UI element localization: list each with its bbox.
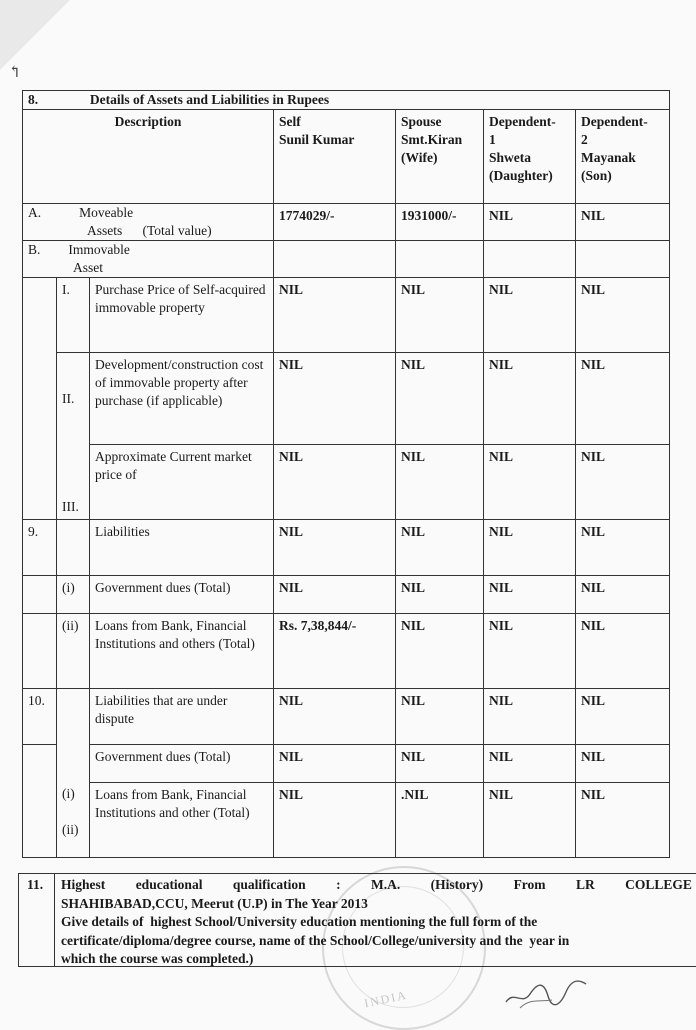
row-iii-desc: Approximate Current market price of xyxy=(90,445,274,520)
row-ii-dependent1: NIL xyxy=(484,353,576,445)
dependent2-header-line4: (Son) xyxy=(581,168,612,183)
s9-govt-sub: (i) xyxy=(57,576,90,614)
s9-loans-sub: (ii) xyxy=(57,614,90,689)
stamp-text: INDIA xyxy=(362,987,409,1011)
dependent1-header-line4: (Daughter) xyxy=(489,168,553,183)
dependent2-header xyxy=(576,110,670,204)
dependent1-header xyxy=(484,110,576,204)
section-11-block xyxy=(18,873,696,967)
liabilities-dependent1: NIL xyxy=(484,520,576,576)
row-b-desc-line2: Asset xyxy=(73,260,103,275)
s11-word: From xyxy=(513,877,546,892)
signature xyxy=(500,972,590,1012)
row-i-dependent1: NIL xyxy=(484,278,576,353)
s9-loans-dependent2: NIL xyxy=(576,614,670,689)
s9-loans-row xyxy=(23,614,670,689)
row-iii-self: NIL xyxy=(274,445,396,520)
dispute-desc: Liabilities that are under dispute xyxy=(90,689,274,745)
section-8-number: 8. xyxy=(28,92,39,107)
row-a-spouse: 1931000/- xyxy=(396,204,484,241)
s11-word: M.A. xyxy=(370,877,401,892)
row-a-desc-line2: Assets (Total value) xyxy=(87,223,212,238)
page-fold-corner xyxy=(0,0,70,70)
row-iii-roman: III. xyxy=(57,445,90,520)
s10-loans-self: NIL xyxy=(274,783,396,858)
s9-govt-spouse: NIL xyxy=(396,576,484,614)
s9-govt-self: NIL xyxy=(274,576,396,614)
row-b-desc-line1: Immovable xyxy=(68,242,130,257)
liabilities-spouse: NIL xyxy=(396,520,484,576)
section-11-line3: Give details of highest School/University education mentioning the full form of the xyxy=(61,914,538,929)
liabilities-self: NIL xyxy=(274,520,396,576)
s10-government-dues-row xyxy=(23,745,670,783)
s11-word: COLLEGE xyxy=(625,877,692,892)
spouse-header-line1: Spouse xyxy=(401,114,442,129)
s11-word: qualification xyxy=(232,877,306,892)
row-b-label: B. xyxy=(28,242,41,257)
s10-govt-spouse: NIL xyxy=(396,745,484,783)
dependent1-header-line3: Shweta xyxy=(489,150,532,165)
s10-govt-dependent2: NIL xyxy=(576,745,670,783)
section-10-number: 10. xyxy=(23,689,57,745)
s10-loans-spouse: .NIL xyxy=(396,783,484,858)
dependent2-header-line3: Mayanak xyxy=(581,150,636,165)
dependent1-header-line2: 1 xyxy=(489,132,496,147)
s11-word: LR xyxy=(575,877,595,892)
row-a-dependent1: NIL xyxy=(484,204,576,241)
liabilities-row xyxy=(23,520,670,576)
s10-sub-i: (i) xyxy=(62,786,75,801)
dispute-self: NIL xyxy=(274,689,396,745)
current-market-price-row xyxy=(23,445,670,520)
s9-government-dues-row xyxy=(23,576,670,614)
section-11-line2: SHAHIBABAD,CCU, Meerut (U.P) in The Year 2013 xyxy=(61,895,368,911)
dispute-dependent2: NIL xyxy=(576,689,670,745)
s10-loans-desc: Loans from Bank, Financial Institutions and other (Total) xyxy=(90,783,274,858)
row-ii-spouse: NIL xyxy=(396,353,484,445)
dependent2-header-line2: 2 xyxy=(581,132,588,147)
section-11-line5: which the course was completed.) xyxy=(61,951,254,966)
dispute-spouse: NIL xyxy=(396,689,484,745)
row-ii-desc: Development/construction cost of immovable property after purchase (if applicable) xyxy=(90,353,274,445)
s9-loans-spouse: NIL xyxy=(396,614,484,689)
development-cost-row xyxy=(23,353,670,445)
row-ii-dependent2: NIL xyxy=(576,353,670,445)
row-a-dependent2: NIL xyxy=(576,204,670,241)
s9-loans-self: Rs. 7,38,844/- xyxy=(274,614,396,689)
row-i-dependent2: NIL xyxy=(576,278,670,353)
dependent2-header-line1: Dependent- xyxy=(581,114,648,129)
row-i-self: NIL xyxy=(274,278,396,353)
s10-govt-desc: Government dues (Total) xyxy=(90,745,274,783)
s11-word: educational xyxy=(135,877,203,892)
spouse-header xyxy=(396,110,484,204)
s10-sub-ii: (ii) xyxy=(62,822,79,837)
s10-govt-self: NIL xyxy=(274,745,396,783)
s10-govt-dependent1: NIL xyxy=(484,745,576,783)
s9-govt-dependent1: NIL xyxy=(484,576,576,614)
row-iii-spouse: NIL xyxy=(396,445,484,520)
self-header xyxy=(274,110,396,204)
liabilities-dependent2: NIL xyxy=(576,520,670,576)
row-i-roman: I. xyxy=(57,278,90,353)
s11-word: Highest xyxy=(61,877,106,892)
section-8-header-row xyxy=(23,91,670,110)
s9-govt-desc: Government dues (Total) xyxy=(90,576,274,614)
row-a-self: 1774029/- xyxy=(274,204,396,241)
assets-liabilities-table xyxy=(22,90,670,858)
s11-word: : xyxy=(336,877,341,892)
s9-loans-dependent1: NIL xyxy=(484,614,576,689)
self-header-line2: Sunil Kumar xyxy=(279,132,355,147)
section-8-title: Details of Assets and Liabilities in Rupees xyxy=(89,92,330,107)
dispute-row xyxy=(23,689,670,745)
row-i-spouse: NIL xyxy=(396,278,484,353)
assets-liabilities-table-wrapper xyxy=(22,90,670,858)
row-ii-self: NIL xyxy=(274,353,396,445)
s10-loans-row xyxy=(23,783,670,858)
moveable-assets-row xyxy=(23,204,670,241)
s10-loans-dependent2: NIL xyxy=(576,783,670,858)
row-ii-roman: II. xyxy=(57,353,90,445)
section-11-text xyxy=(61,876,692,969)
immovable-assets-row xyxy=(23,241,670,278)
row-iii-dependent1: NIL xyxy=(484,445,576,520)
section-9-number: 9. xyxy=(23,520,57,576)
description-header: Description xyxy=(23,110,274,204)
s9-govt-dependent2: NIL xyxy=(576,576,670,614)
section-11-line4: certificate/diploma/degree course, name of the School/College/university and the year in xyxy=(61,932,570,948)
self-header-line1: Self xyxy=(279,114,301,129)
dispute-dependent1: NIL xyxy=(484,689,576,745)
s11-word: (History) xyxy=(430,877,484,892)
s10-loans-dependent1: NIL xyxy=(484,783,576,858)
row-i-desc: Purchase Price of Self-acquired immovable property xyxy=(90,278,274,353)
spouse-header-line2: Smt.Kiran xyxy=(401,132,463,147)
spouse-header-line3: (Wife) xyxy=(401,150,438,165)
section-11-line1 xyxy=(61,876,692,895)
margin-mark: ↰ xyxy=(8,64,22,81)
row-a-desc-line1: Moveable xyxy=(79,205,134,220)
column-header-row xyxy=(23,110,670,204)
s9-loans-desc: Loans from Bank, Financial Institutions and others (Total) xyxy=(90,614,274,689)
purchase-price-row xyxy=(23,278,670,353)
row-iii-dependent2: NIL xyxy=(576,445,670,520)
liabilities-desc: Liabilities xyxy=(90,520,274,576)
dependent1-header-line1: Dependent- xyxy=(489,114,556,129)
row-a-label: A. xyxy=(28,205,42,220)
section-11-number: 11. xyxy=(19,874,55,966)
